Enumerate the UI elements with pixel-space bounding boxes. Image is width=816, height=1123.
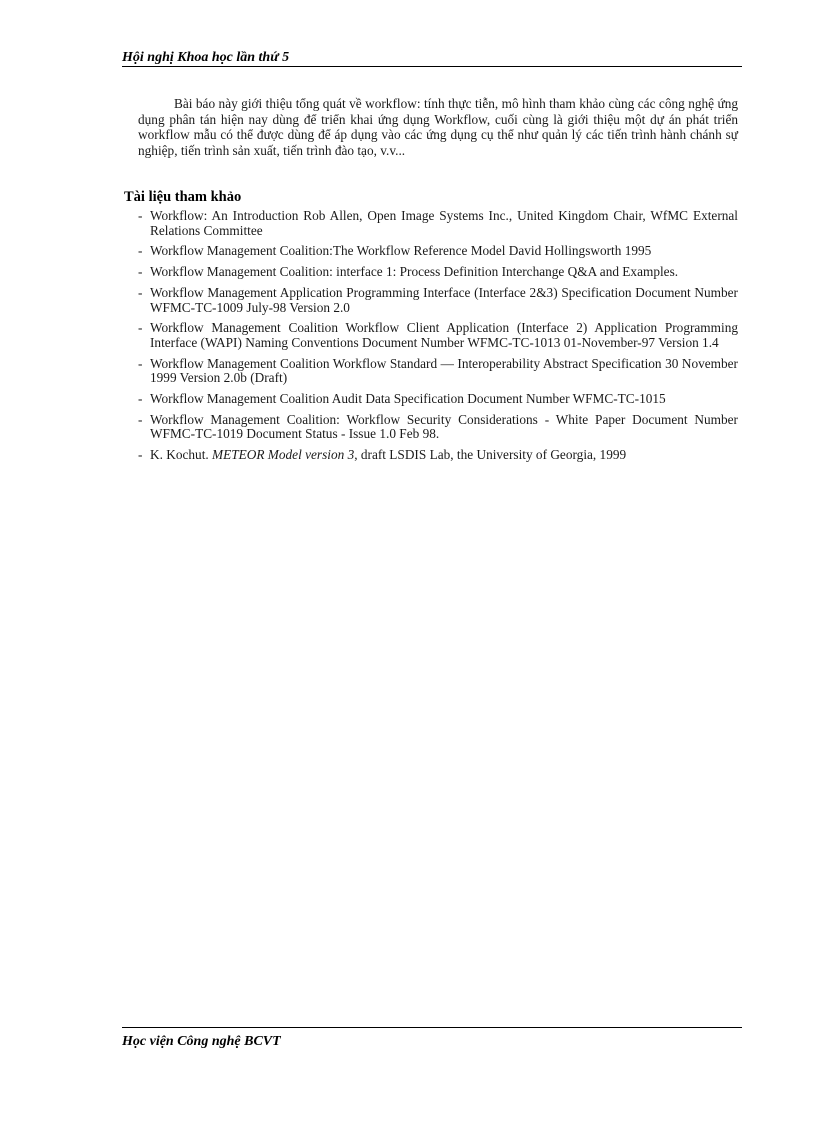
reference-text: Workflow Management Coalition: Workflow Security Considerations - White Paper Document Number WFMC-TC-1019 Document Status - Issue 1.0 Feb 98.: [150, 411, 738, 442]
reference-item: [138, 392, 738, 407]
bullet-dash: -: [138, 355, 143, 371]
reference-item: [138, 357, 738, 386]
reference-item: [138, 321, 738, 350]
reference-text: Workflow Management Coalition Workflow Client Application (Interface 2) Application Programming Interface (WAPI) Naming Conventions Document Number WFMC-TC-1013 01-November-97 Version 1.4: [150, 320, 738, 350]
references-heading: Tài liệu tham khảo: [124, 189, 242, 205]
reference-item: [138, 265, 738, 280]
reference-text: Workflow Management Coalition:The Workflow Reference Model David Hollingsworth 1995: [150, 243, 652, 259]
reference-item: [138, 286, 738, 315]
references-list: [138, 209, 738, 469]
reference-text: Workflow Management Coalition Audit Data Specification Document Number WFMC-TC-1015: [150, 391, 666, 407]
footer-text: Học viện Công nghệ BCVT: [122, 1034, 281, 1049]
header-title: Hội nghị Khoa học lần thứ 5: [122, 50, 290, 65]
bullet-dash: -: [138, 264, 143, 280]
reference-text: Workflow: An Introduction Rob Allen, Open Image Systems Inc., United Kingdom Chair, WfMC External Relations Committee: [150, 208, 738, 238]
bullet-dash: -: [138, 208, 143, 223]
bullet-dash: -: [138, 391, 143, 407]
page-header: [122, 50, 742, 67]
reference-text: Workflow Management Coalition: interface 1: Process Definition Interchange Q&A and Examples.: [150, 264, 679, 280]
bullet-dash: -: [138, 320, 143, 336]
bullet-dash: -: [138, 411, 143, 427]
reference-italic-title: METEOR Model version 3: [212, 447, 355, 463]
reference-text: Workflow Management Coalition Workflow Standard — Interoperability Abstract Specification 30 November 1999 Version 2.0b (Draft): [150, 355, 738, 386]
reference-item: [138, 448, 738, 463]
bullet-dash: -: [138, 447, 143, 463]
reference-prefix: K. Kochut.: [150, 447, 213, 463]
reference-item: [138, 413, 738, 442]
bullet-dash: -: [138, 243, 143, 259]
bullet-dash: -: [138, 284, 143, 300]
reference-item: [138, 209, 738, 238]
reference-text: Workflow Management Application Programming Interface (Interface 2&3) Specification Document Number WFMC-TC-1009 July-98 Version 2.0: [150, 284, 738, 315]
reference-suffix: , draft LSDIS Lab, the University of Georgia, 1999: [354, 447, 627, 463]
intro-paragraph: Bài báo này giới thiệu tổng quát về workflow: tính thực tiễn, mô hình tham khảo cùng các công nghệ ứng dụng phân tán hiện nay dùng để triển khai ứng dụng Workflow, cuối cùng là giới thiệu một dự án phát triển workflow mẫu có thể được dùng để áp dụng vào các ứng dụng cụ thể như quản lý các tiến trình hành chánh sự nghiệp, tiến trình sản xuất, tiến trình đào tạo, v.v...: [138, 96, 738, 158]
reference-item: [138, 244, 738, 259]
page-footer: [122, 1027, 742, 1049]
